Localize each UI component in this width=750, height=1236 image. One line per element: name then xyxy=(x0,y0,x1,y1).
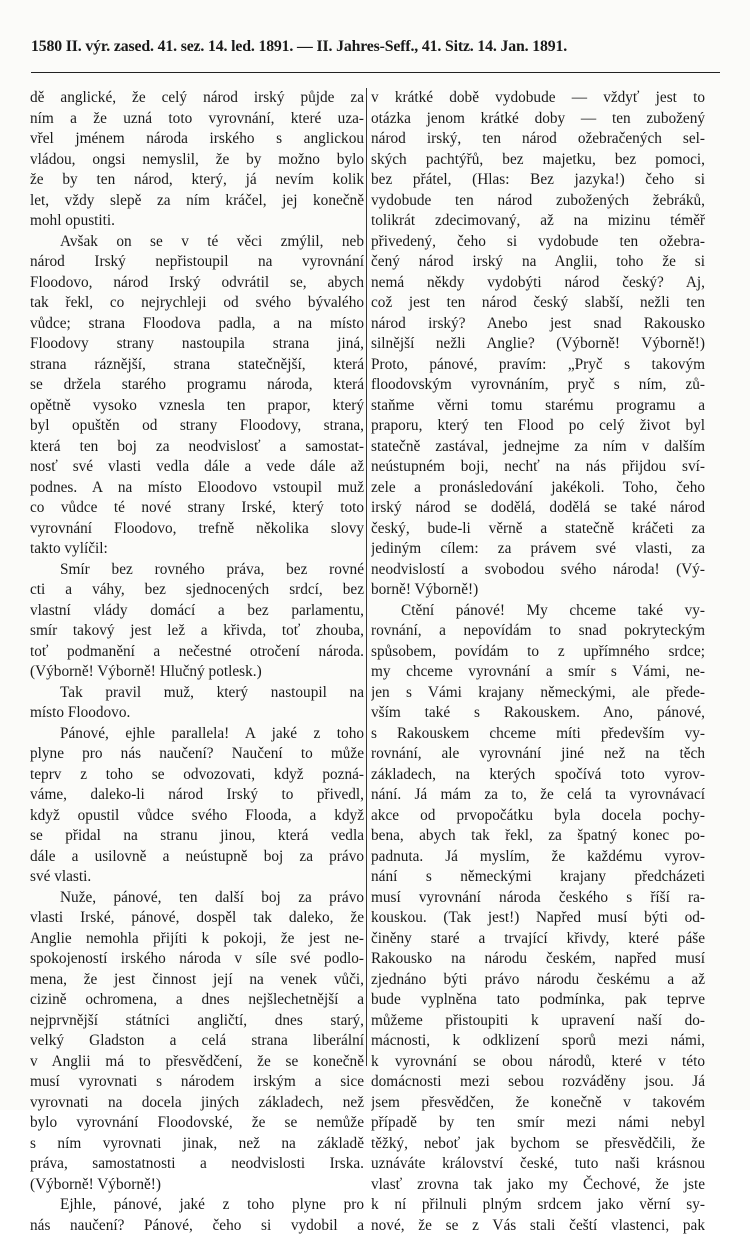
text-line: národ irský, ten národ ožebračených sel- xyxy=(371,129,705,150)
right-column xyxy=(371,88,705,1236)
text-line: (Výborně! Výborně! Hlučný potlesk.) xyxy=(30,662,364,683)
text-line: co vůdce té nové strany Irské, který toto xyxy=(30,498,364,519)
text-line: silnější nežli Anglie? (Výborně! Výborně!) xyxy=(371,334,705,355)
text-line: uznáváte království české, tuto naši krásnou xyxy=(371,1154,705,1175)
text-line: nání s německými krajany předcházeti xyxy=(371,867,705,888)
text-line: s ním vyrovnati jinak, než na základě xyxy=(30,1134,364,1155)
text-line: irský národ se dodělá, dodělá se také národ xyxy=(371,498,705,519)
text-line: nás naučení? Pánové, čeho si vydobil a xyxy=(30,1216,364,1236)
text-line: Ctění pánové! My chceme také vy- xyxy=(371,601,705,622)
text-line: čený národ irský na Anglii, toho že si xyxy=(371,252,705,273)
text-line: bena, abych tak řekl, za špatný konec po- xyxy=(371,826,705,847)
text-line: mohl opustiti. xyxy=(30,211,364,232)
column-divider xyxy=(366,88,367,1066)
text-line: se přidal na stranu jinou, která vedla xyxy=(30,826,364,847)
text-line: jen s Vámi krajany německými, ale přede- xyxy=(371,683,705,704)
text-line: rovnání, a nepovídám to snad pokryteckým xyxy=(371,621,705,642)
text-line: Ejhle, pánové, jaké z toho plyne pro xyxy=(30,1195,364,1216)
text-line: k ní přilnuli plným srdcem jako věrní sy- xyxy=(371,1195,705,1216)
text-line: Smír bez rovného práva, bez rovné xyxy=(30,560,364,581)
text-line: Floodovo, národ Irský odvrátil se, abych xyxy=(30,273,364,294)
text-line: případě by ten smír mezi námi nebyl xyxy=(371,1113,705,1134)
text-line: floodovským vyrovnáním, pryč s ním, zů- xyxy=(371,375,705,396)
text-line: vydobude ten národ zubožených žebráků, xyxy=(371,191,705,212)
text-line: Floodovy strany nastoupila strana jiná, xyxy=(30,334,364,355)
left-column xyxy=(30,88,364,1236)
text-line: v Anglii má to přesvědčení, že se konečně xyxy=(30,1052,364,1073)
text-line: velký Gladston a celá strana liberální xyxy=(30,1031,364,1052)
text-line: vlastní vlády domácí a bez parlamentu, xyxy=(30,601,364,622)
text-line: bez přátel, (Hlas: Bez jazyka!) čeho si xyxy=(371,170,705,191)
text-line: strana ráznější, strana statečnější, která xyxy=(30,355,364,376)
text-line: podnes. A na místo Eloodovo vstoupil muž xyxy=(30,478,364,499)
text-line: tolikrát zdecimovaný, až na mizinu téměř xyxy=(371,211,705,232)
text-line: své vlasti. xyxy=(30,867,364,888)
text-line: zjednáno býti právo národu českému a až xyxy=(371,970,705,991)
text-line: mena, že jest činnost její na venek vůči, xyxy=(30,970,364,991)
text-line: činěny staré a trvající křivdy, které páše xyxy=(371,929,705,950)
text-line: nejprvnější státníci angličtí, dnes starý, xyxy=(30,1011,364,1032)
text-line: vřel jménem národa irského s anglickou xyxy=(30,129,364,150)
text-line: Anglie nemohla přijíti k pokoji, že jest ne- xyxy=(30,929,364,950)
text-line: dále a usilovně a neústupně boj za právo xyxy=(30,847,364,868)
text-line: nemá někdy vydobýti národ český? Aj, xyxy=(371,273,705,294)
text-line: jsem přesvědčen, že konečně v takovém xyxy=(371,1093,705,1114)
text-line: váme, daleko-li národ Irský to přivedl, xyxy=(30,785,364,806)
text-line: vlasti Irské, pánové, dospěl tak daleko, že xyxy=(30,908,364,929)
text-line: nání. Já mám za to, že celá ta vyrovnávací xyxy=(371,785,705,806)
text-line: přivedený, čeho si vydobude ten ožebra- xyxy=(371,232,705,253)
text-line: (Výborně! Výborně!) xyxy=(30,1175,364,1196)
text-line: padnuta. Já myslím, že každému vyrov- xyxy=(371,847,705,868)
text-line: bude vyplněna tato podmínka, pak teprve xyxy=(371,990,705,1011)
text-line: vyrovnati na docela jiných základech, než xyxy=(30,1093,364,1114)
text-line: tak řekl, co nejrychleji od svého bývalého xyxy=(30,293,364,314)
text-line: opětně vysoko vznesla ten prapor, který xyxy=(30,396,364,417)
header-rule xyxy=(31,72,720,73)
text-line: což jest ten národ český slabší, nežli ten xyxy=(371,293,705,314)
text-line: jediným cílem: za právem své vlasti, za xyxy=(371,539,705,560)
text-line: český, bude-li věrně a statečně kráčeti za xyxy=(371,519,705,540)
text-line: bylo vyrovnání Floodovské, že se nemůže xyxy=(30,1113,364,1134)
text-line: byl opuštěn od strany Floodovy, strana, xyxy=(30,416,364,437)
text-line: Nuže, pánové, ten další boj za právo xyxy=(30,888,364,909)
text-line: základech, na kterých spočívá toto vyrov- xyxy=(371,765,705,786)
text-line: toť podmanění a nečestné otročení národa. xyxy=(30,642,364,663)
text-line: zele a pronásledování jakékoli. Toho, čeho xyxy=(371,478,705,499)
text-line: dě anglické, že celý národ irský půjde za xyxy=(30,88,364,109)
text-line: akce od prvopočátku byla docela pochy- xyxy=(371,806,705,827)
text-line: Proto, pánové, pravím: „Pryč s takovým xyxy=(371,355,705,376)
text-line: smír takový jest lež a křivda, toť zhouba, xyxy=(30,621,364,642)
text-line: cizině ochromena, a dnes nejšlechetnější a xyxy=(30,990,364,1011)
text-line: teprv z toho se odvozovati, když pozná- xyxy=(30,765,364,786)
text-line: Tak pravil muž, který nastoupil na xyxy=(30,683,364,704)
text-line: my chceme vyrovnání a smír s Vámi, ne- xyxy=(371,662,705,683)
text-line: musí vyrovnati s národem irským a sice xyxy=(30,1072,364,1093)
text-line: vlasť zrovna tak jako my Čechové, že jste xyxy=(371,1175,705,1196)
text-line: národ irský? Anebo jest snad Rakousko xyxy=(371,314,705,335)
text-line: takto vylíčil: xyxy=(30,539,364,560)
text-line: plyne pro nás naučení? Naučení to může xyxy=(30,744,364,765)
text-line: spůsobem, povídám to z upřímného srdce; xyxy=(371,642,705,663)
text-line: ských pachtýřů, bez majetku, bez pomoci, xyxy=(371,150,705,171)
text-line: otázka jenom krátké doby — ten zubožený xyxy=(371,109,705,130)
text-line: nové, že se z Vás stali čeští vlastenci, pak xyxy=(371,1216,705,1236)
text-line: vyrovnání Floodovo, trefně několika slovy xyxy=(30,519,364,540)
text-line: s Rakouskem chceme míti především vy- xyxy=(371,724,705,745)
text-line: let, vždy slepě za ním kráčel, jej konečně xyxy=(30,191,364,212)
text-line: která ten boj za neodvislosť a samostat- xyxy=(30,437,364,458)
text-line: cti a váhy, bez sjednocených srdcí, bez xyxy=(30,580,364,601)
text-line: praporu, který ten Flood po celý život byl xyxy=(371,416,705,437)
text-line: statečně zastával, jednejme za ním v dalším xyxy=(371,437,705,458)
text-line: můžeme přistoupiti k upravení naší do- xyxy=(371,1011,705,1032)
text-line: vládou, ongsi nemyslil, že by možno bylo xyxy=(30,150,364,171)
text-line: národ Irský nepřistoupil na vyrovnání xyxy=(30,252,364,273)
text-line: staňme věrni tomu starému programu a xyxy=(371,396,705,417)
text-line: nosť své vlasti vedla dále a vede dále až xyxy=(30,457,364,478)
text-line: ním a že uzná toto vyrovnání, které uza- xyxy=(30,109,364,130)
text-line: v krátké době vydobude — vždyť jest to xyxy=(371,88,705,109)
text-line: když opustil vůdce svého Flooda, a když xyxy=(30,806,364,827)
text-line: k vyrovnání se obou národů, které v této xyxy=(371,1052,705,1073)
text-line: Rakousko na národu českém, napřed musí xyxy=(371,949,705,970)
text-line: spokojeností irského národa v síle své podlo- xyxy=(30,949,364,970)
text-line: borně! Výborně!) xyxy=(371,580,705,601)
text-line: rovnání, ale vyrovnání jiné než na těch xyxy=(371,744,705,765)
text-line: domácnosti mezi sebou rozváděny jsou. Já xyxy=(371,1072,705,1093)
text-line: neústupném boji, nechť na nás přijdou sví- xyxy=(371,457,705,478)
text-line: že by ten národ, který, já nevím kolik xyxy=(30,170,364,191)
text-line: těžký, neboť jak bychom se přesvědčili, že xyxy=(371,1134,705,1155)
text-line: vším také s Rakouskem. Ano, pánové, xyxy=(371,703,705,724)
text-line: místo Floodovo. xyxy=(30,703,364,724)
text-line: Pánové, ejhle parallela! A jaké z toho xyxy=(30,724,364,745)
text-line: vůdce; strana Floodova padla, a na místo xyxy=(30,314,364,335)
text-line: se držela starého programu národa, která xyxy=(30,375,364,396)
page-header: 1580 II. výr. zased. 41. sez. 14. led. 1891. — II. Jahres-Seff., 41. Sitz. 14. Jan. 1891. xyxy=(31,38,720,56)
text-line: práva, samostatnosti a neodvislosti Irska. xyxy=(30,1154,364,1175)
text-line: kouskou. (Tak jest!) Napřed musí býti od- xyxy=(371,908,705,929)
text-line: mácnosti, k odklizení sporů mezi námi, xyxy=(371,1031,705,1052)
text-line: neodvislostí a svobodou svého národa! (Vý- xyxy=(371,560,705,581)
text-line: Avšak on se v té věci zmýlil, neb xyxy=(30,232,364,253)
text-line: musí vyrovnání národa českého s říší ra- xyxy=(371,888,705,909)
